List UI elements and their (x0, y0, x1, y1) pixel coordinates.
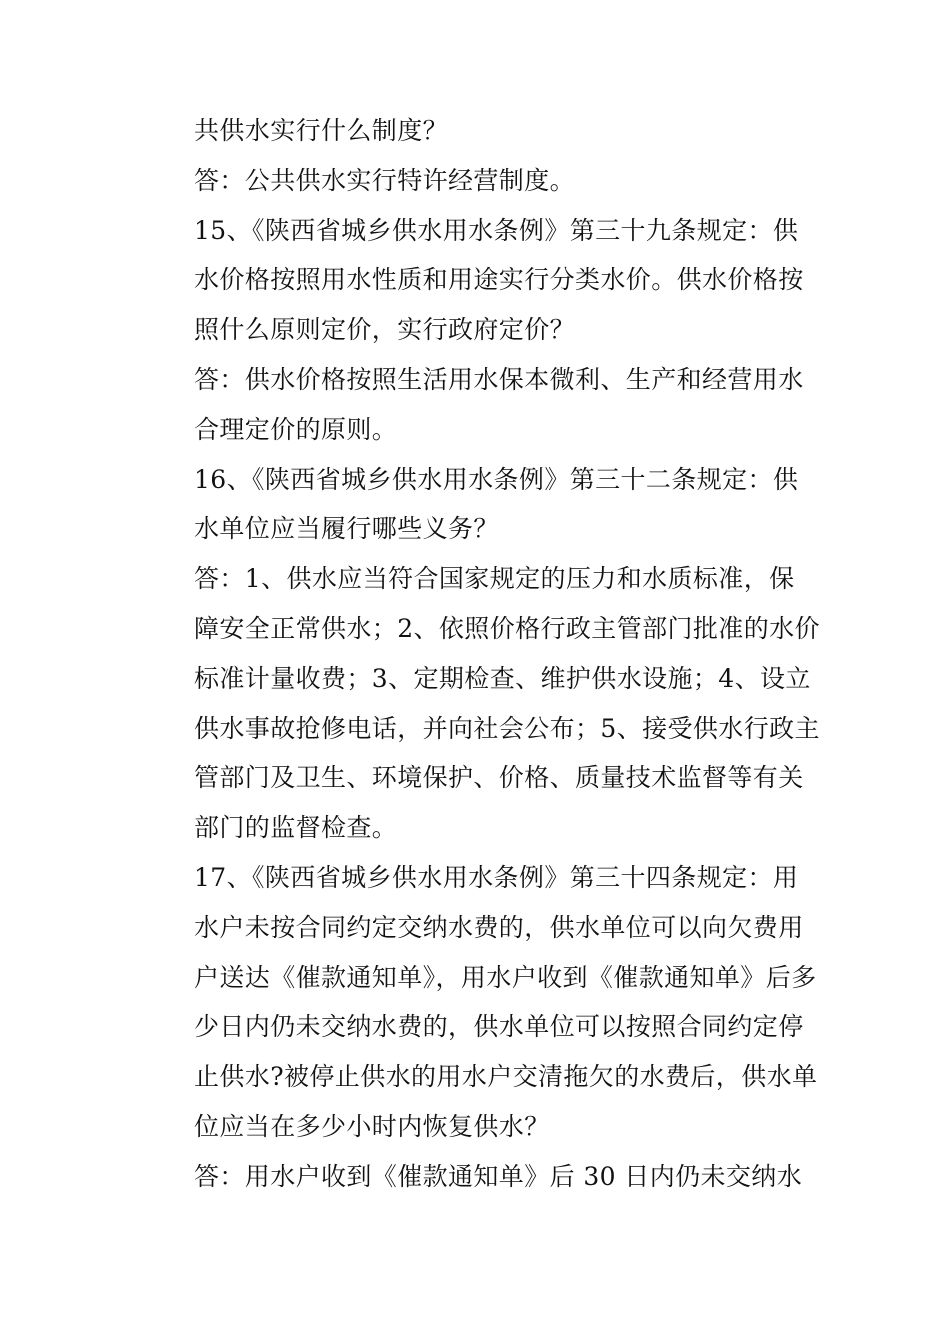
text-line: 户送达《催款通知单》，用水户收到《催款通知单》后多 (194, 962, 817, 992)
text-line: 标准计量收费；3、定期检查、维护供水设施；4、设立 (194, 663, 811, 693)
text-line: 止供水?被停止供水的用水户交清拖欠的水费后，供水单 (194, 1062, 818, 1092)
text-line: 答：公共供水实行特许经营制度。 (194, 165, 576, 195)
text-line: 共供水实行什么制度？ (194, 116, 449, 145)
text-line: 答：1、供水应当符合国家规定的压力和水质标准，保 (194, 564, 795, 594)
text-line: 照什么原则定价，实行政府定价？ (194, 315, 576, 345)
text-line: 少日内仍未交纳水费的，供水单位可以按照合同约定停 (194, 1012, 804, 1042)
text-line: 水价格按照用水性质和用途实行分类水价。供水价格按 (194, 265, 804, 295)
text-line: 16、《陕西省城乡供水用水条例》第三十二条规定：供 (194, 464, 799, 494)
text-line: 障安全正常供水；2、依照价格行政主管部门批准的水价 (194, 613, 820, 643)
text-line: 管部门及卫生、环境保护、价格、质量技术监督等有关 (194, 763, 804, 793)
text-line: 水单位应当履行哪些义务？ (194, 514, 499, 544)
body-text (194, 106, 820, 1202)
text-line: 部门的监督检查。 (194, 813, 398, 843)
text-line: 15、《陕西省城乡供水用水条例》第三十九条规定：供 (194, 215, 799, 245)
text-line: 位应当在多少小时内恢复供水？ (194, 1111, 550, 1141)
text-line: 17、《陕西省城乡供水用水条例》第三十四条规定：用 (194, 862, 799, 892)
text-line: 答：用水户收到《催款通知单》后 30 日内仍未交纳水 (194, 1161, 803, 1191)
text-line: 合理定价的原则。 (194, 414, 398, 444)
text-line: 供水事故抢修电话，并向社会公布；5、接受供水行政主 (194, 713, 820, 743)
text-line: 答：供水价格按照生活用水保本微利、生产和经营用水 (194, 364, 804, 394)
text-line: 水户未按合同约定交纳水费的，供水单位可以向欠费用 (194, 912, 804, 942)
